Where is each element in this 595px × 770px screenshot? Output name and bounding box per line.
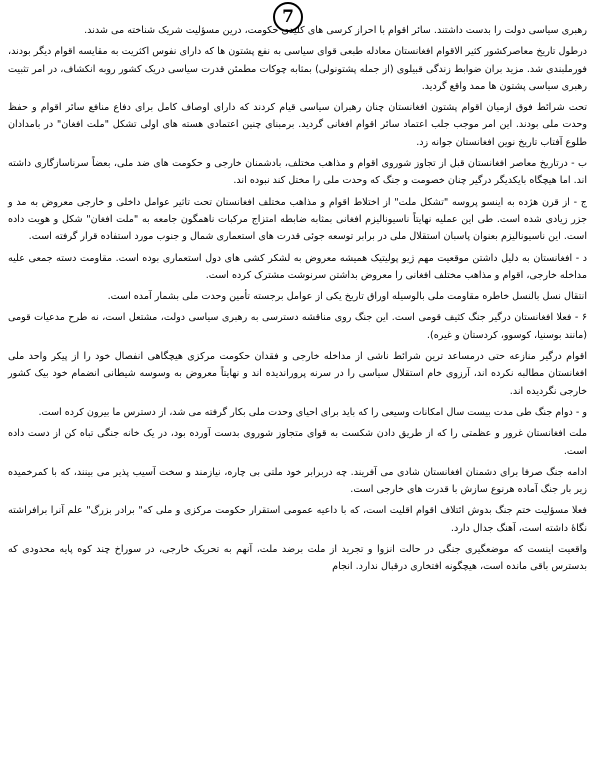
- page-number-circle: 7: [273, 2, 303, 32]
- paragraph-7: انتقال نسل بالنسل خاطره مقاومت ملی بالوسیله اوراق تاریخ یکی از عوامل برجسته تأمین وحدت ملی بشمار آمده است.: [107, 291, 587, 303]
- paragraph-8: ۶ - فعلا افغانستان درگیر جنگ کثیف قومی است. این جنگ روی مناقشه دسترسی به رهبری سیاسی دولت، مشتعل است، نه طرح مدعیات قومی (مانند بوسنیا، کوسوو، کردستان و غیره).: [8, 312, 587, 341]
- paragraph-2: درطول تاریخ معاصرکشور کثیر الاقوام افغانستان معادله طبعی قوای سیاسی به نفع پشتون ها که دارای نفوس اکثریت به مقایسه اقوام دیگر بودند، فورملبندی شد. مزید بران ضوابط زندگی قبیلوی (از جمله پشتونولی) بمثابه چوکات مطمئن قدرت سیاسی دریک کشور روبه انکشاف، در امر تثبیت رهبری سیاسی پشتون ها ممد واقع گردید.: [8, 46, 587, 92]
- paragraph-4: ب - درتاریخ معاصر افغانستان قبل از تجاوز شوروی اقوام و مذاهب مختلف، بادشمنان خارجی و حکومت های ضد ملی، بعضاً سرناسازگاری داشته اند. اما هیچگاه بایکدیگر درگیر چنان خصومت و جنگ که وحدت ملی را مختل کند نبوده اند.: [8, 158, 587, 187]
- paragraph-13: فعلا مسؤلیت ختم جنگ بدوش ائتلاف اقوام اقلیت است، که با داعیه عمومی استقرار حکومت مرکزی و ملی که" برادر بزرگ" علم آنرا برافراشته نگاهٔ داشته است، آهنگ جدال دارد.: [8, 505, 587, 534]
- paragraph-10: و - دوام جنگ طی مدت بیست سال امکانات وسیعی را که باید برای احیای وحدت ملی بکار گرفته می شد، از دسترس ما بیرون کرده است.: [38, 406, 587, 418]
- paragraph-6: د - افغانستان به دلیل داشتن موقعیت مهم ژیو پولیتیک همیشه معروض به لشکر کشی های دول استعماری بوده است. مقاومت دسته جمعی علیه مداخله خارجی، اقوام و مذاهب مختلف افغانی را معروض بداشتن سرنوشت مشترک کرده است.: [8, 252, 587, 281]
- paragraph-5: ج - از قرن هژده به اینسو پروسه "تشکل ملت" از اختلاط اقوام و مذاهب مختلف افغانستان تحت تاثیر عوامل داخلی و خارجی معروض به مد و جزر زیادی شده است. طی این عملیه نهایتاً ناسیونالیزم افغانی بمثابه ضابطه امتزاج مرکبات ناهمگون جامعه به "ملت افغان" شکل و هویت داده است. این ناسیونالیزم بعنوان پاسبان استقلال ملی در برابر توسعه جوئی قدرت های استعماری شمال و جنوب مورد استفاده قرار گرفته است.: [8, 196, 587, 243]
- paragraph-12: ادامه جنگ صرفا برای دشمنان افغانستان شادی می آفریند. چه دربرابر خود ملتی بی چاره، نیازمند و سخت آسیب پذیر می بینند، که با کمرخمیده زیر بار جنگ آماده هرنوع سازش با قدرت های خارجی است.: [8, 466, 587, 496]
- paragraph-3: تحت شرائط فوق ازمیان اقوام پشتون افغانستان چنان رهبران سیاسی قیام کردند که دارای اوصاف کامل برای دفاع منافع سائر اقوام و حفظ وحدت ملی بودند. این امر موجب جلب اعتماد سائر اقوام افغانی گردید. برمبنای چنین اعتمادی هسته های اولی تشکل "ملت افغان" در بامدادان طلوع آفتاب تاریخ نوین افغانستان جوانه زد.: [8, 102, 587, 148]
- document-body: [8, 22, 587, 580]
- paragraph-1: رهبری سیاسی دولت را بدست داشتند. سائر اقوام با احراز کرسی های کلیدی حکومت، درین مسؤلیت شریک شناخته می شدند.: [84, 25, 587, 36]
- paragraph-11: ملت افغانستان غرور و عظمتی را که از طریق دادن شکست به قوای متجاوز شوروی بدست آورده بود، در یک خانه جنگی تباه کن از دست داده است.: [8, 428, 587, 457]
- paragraph-9: اقوام درگیر منازعه حتی درمساعد ترین شرائط ناشی از مداخله خارجی و فقدان حکومت مرکزی هیچگاهی انفصال خود را از پیکر واحد ملی افغانستان مطالبه نکرده اند، آرزوی خام استقلال سیاسی را در سرنه پروراندیده اند و نهایتاً معروض به وسوسه شیطانی انضمام خود بیک کشور خارجی نگردیده اند.: [8, 351, 587, 397]
- paragraph-14: واقعیت اینست که موضعگیری جنگی در حالت انزوا و تجرید از ملت برضد ملت، آنهم به تحریک خارجی، در سوراخ چند کوه پایه محدودی که بدسترس باقی مانده است، هیچگونه افتخاری درقبال ندارد. انجام: [8, 544, 587, 573]
